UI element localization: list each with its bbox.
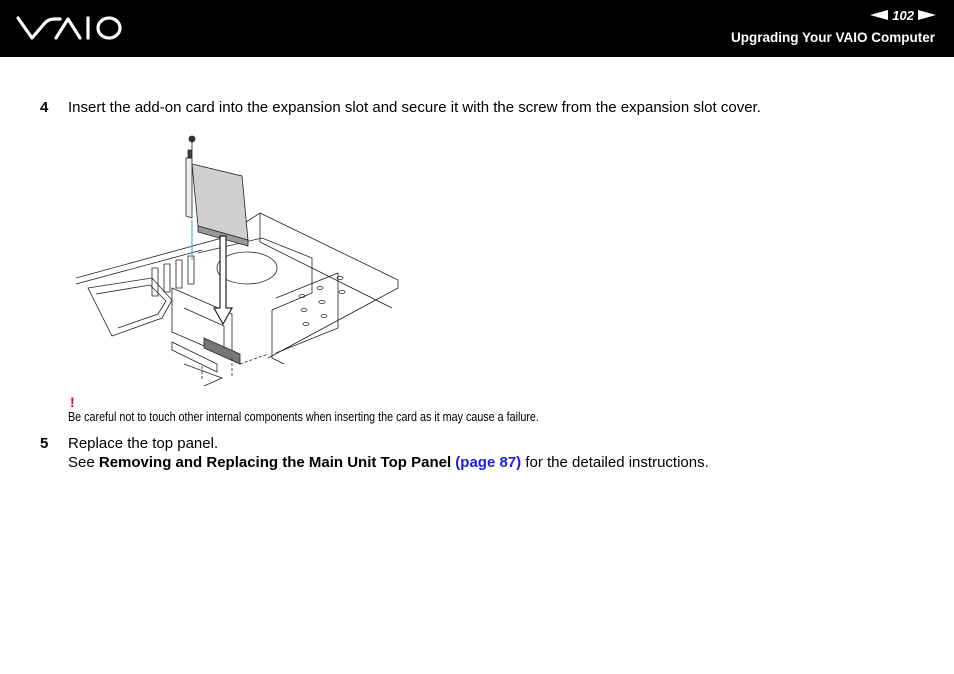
page-navigation: [870, 7, 936, 23]
reference-title: Removing and Replacing the Main Unit Top Panel: [98, 454, 452, 471]
see-label: See: [68, 454, 99, 471]
step-number: 5: [40, 435, 49, 452]
instruction-tail: for the detailed instructions.: [521, 454, 709, 471]
step-line-2: [68, 453, 709, 472]
step-text: Insert the add-on card into the expansion slot and secure it with the screw from the expansion slot cover.: [68, 99, 761, 116]
previous-page-arrow-icon[interactable]: [870, 10, 888, 20]
warning-text: Be careful not to touch other internal components when inserting the card as it may cause a failure.: [68, 410, 539, 424]
page-87-link[interactable]: (page 87): [455, 454, 522, 471]
step-number: 4: [40, 99, 49, 116]
warning-mark: !: [70, 394, 75, 410]
step-body: [68, 434, 709, 472]
page-header: [0, 0, 954, 57]
vaio-logo: [16, 14, 122, 42]
add-on-card-installation-illustration: [72, 128, 402, 388]
section-title: Upgrading Your VAIO Computer: [730, 30, 935, 45]
page-number: 102: [892, 7, 914, 23]
next-page-arrow-icon[interactable]: [918, 10, 936, 20]
step-line-1: Replace the top panel.: [68, 435, 219, 452]
